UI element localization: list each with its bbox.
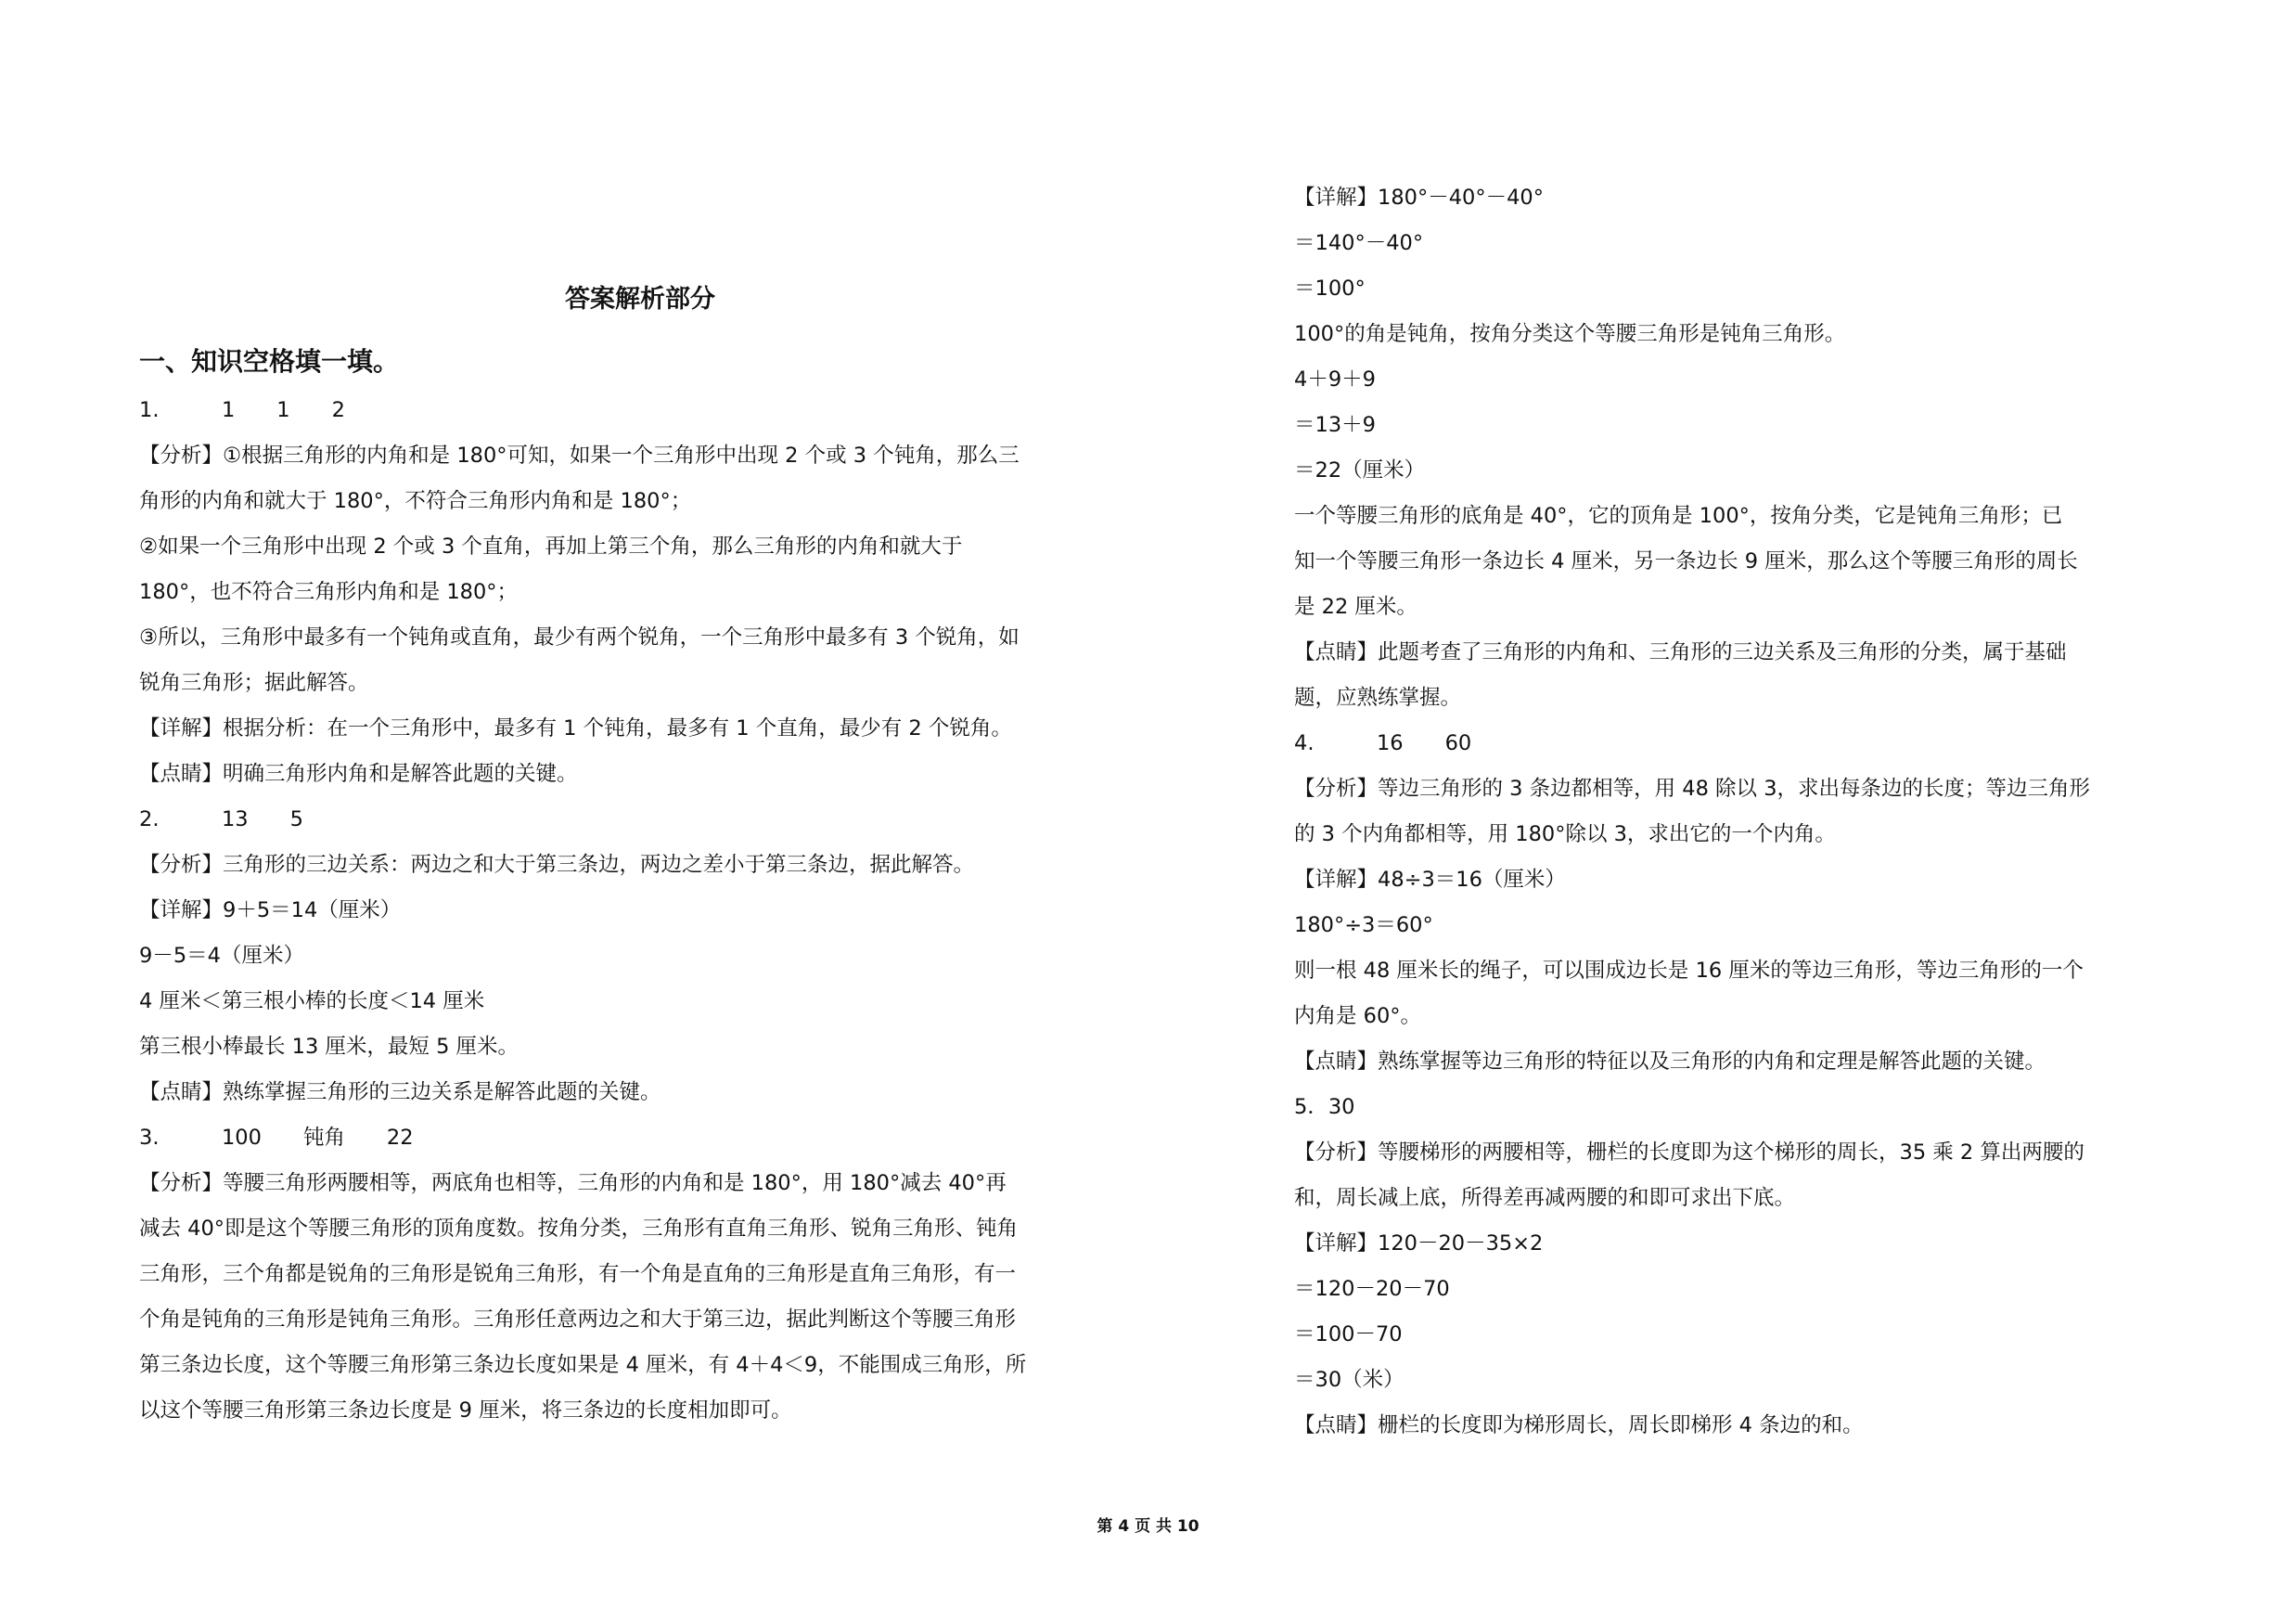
answer-line: 9－5＝4（厘米） <box>139 944 304 968</box>
answer-line: ＝120－20－70 <box>1294 1277 1450 1301</box>
answer-line: ＝22（厘米） <box>1294 458 1426 483</box>
answer-line: 减去 40°即是这个等腰三角形的顶角度数。按角分类，三角形有直角三角形、锐角三角形、钝角 <box>139 1217 1019 1241</box>
answer-line: 第三根小棒最长 13 厘米，最短 5 厘米。 <box>139 1035 519 1059</box>
answer-line: 个角是钝角的三角形是钝角三角形。三角形任意两边之和大于第三边，据此判断这个等腰三角形 <box>139 1307 1017 1332</box>
answer-line: ②如果一个三角形中出现 2 个或 3 个直角，再加上第三个角，那么三角形的内角和就大于 <box>139 535 963 559</box>
answer-line: 和，周长减上底，所得差再减两腰的和即可求出下底。 <box>1294 1186 1796 1210</box>
page-title: 答案解析部分 <box>565 285 715 314</box>
answer-line: 180°，也不符合三角形内角和是 180°； <box>139 580 519 604</box>
answer-line: 是 22 厘米。 <box>1294 595 1417 619</box>
answer-line: 3. 100 钝角 22 <box>139 1126 414 1150</box>
answer-line: 【点睛】明确三角形内角和是解答此题的关键。 <box>139 762 578 786</box>
answer-line: 1. 1 1 2 <box>139 398 345 422</box>
answer-line: 【点睛】此题考查了三角形的内角和、三角形的三边关系及三角形的分类，属于基础 <box>1294 640 2067 664</box>
section-heading: 一、知识空格填一填。 <box>139 346 400 377</box>
answer-line: 题，应熟练掌握。 <box>1294 686 1462 710</box>
answer-line: 一个等腰三角形的底角是 40°，它的顶角是 100°，按角分类，它是钝角三角形；已 <box>1294 504 2063 528</box>
answer-line: ＝100° <box>1294 277 1366 301</box>
answer-line: 100°的角是钝角，按角分类这个等腰三角形是钝角三角形。 <box>1294 322 1846 346</box>
answer-line: 【详解】根据分析：在一个三角形中，最多有 1 个钝角，最多有 1 个直角，最少有 2 个锐角。 <box>139 716 1012 741</box>
answer-line: 【详解】9＋5＝14（厘米） <box>139 898 402 922</box>
answer-line: ＝13＋9 <box>1294 413 1376 437</box>
page-number: 第 4 页 共 10 <box>1097 1517 1199 1536</box>
answer-line: 【详解】180°－40°－40° <box>1294 186 1544 210</box>
answer-line: 的 3 个内角都相等，用 180°除以 3，求出它的一个内角。 <box>1294 822 1836 846</box>
answer-line: 角形的内角和就大于 180°，不符合三角形内角和是 180°； <box>139 489 692 513</box>
answer-line: 5．30 <box>1294 1095 1355 1119</box>
answer-line: 三角形，三个角都是锐角的三角形是锐角三角形，有一个角是直角的三角形是直角三角形，有一 <box>139 1262 1017 1286</box>
answer-line: 【分析】等边三角形的 3 条边都相等，用 48 除以 3，求出每条边的长度；等边三角形 <box>1294 777 2091 801</box>
answer-line: 知一个等腰三角形一条边长 4 厘米，另一条边长 9 厘米，那么这个等腰三角形的周长 <box>1294 549 2078 573</box>
answer-line: 【分析】等腰三角形两腰相等，两底角也相等，三角形的内角和是 180°，用 180°减去 40°再 <box>139 1171 1007 1195</box>
answer-line: 以这个等腰三角形第三条边长度是 9 厘米，将三条边的长度相加即可。 <box>139 1398 792 1423</box>
answer-line: 4＋9＋9 <box>1294 367 1376 392</box>
answer-line: 4. 16 60 <box>1294 731 1472 755</box>
answer-line: 【点睛】栅栏的长度即为梯形周长，周长即梯形 4 条边的和。 <box>1294 1413 1864 1437</box>
answer-line: 第三条边长度，这个等腰三角形第三条边长度如果是 4 厘米，有 4＋4＜9，不能围成三角形，所 <box>139 1353 1027 1377</box>
answer-line: 【分析】等腰梯形的两腰相等，栅栏的长度即为这个梯形的周长，35 乘 2 算出两腰的 <box>1294 1140 2084 1165</box>
answer-line: 【详解】48÷3＝16（厘米） <box>1294 868 1566 892</box>
answer-line: ＝30（米） <box>1294 1368 1405 1392</box>
answer-line: ③所以，三角形中最多有一个钝角或直角，最少有两个锐角，一个三角形中最多有 3 个锐角，如 <box>139 625 1020 650</box>
answer-line: 2. 13 5 <box>139 807 303 831</box>
answer-line: ＝140°－40° <box>1294 231 1424 255</box>
answer-line: 【点睛】熟练掌握三角形的三边关系是解答此题的关键。 <box>139 1080 661 1104</box>
answer-line: 【分析】三角形的三边关系：两边之和大于第三条边，两边之差小于第三条边，据此解答。 <box>139 853 975 877</box>
answer-line: 【点睛】熟练掌握等边三角形的特征以及三角形的内角和定理是解答此题的关键。 <box>1294 1050 2046 1074</box>
answer-line: 锐角三角形；据此解答。 <box>139 671 369 695</box>
answer-line: 【分析】①根据三角形的内角和是 180°可知，如果一个三角形中出现 2 个或 3 个钝角，那么三 <box>139 444 1020 468</box>
answer-line: 内角是 60°。 <box>1294 1004 1422 1028</box>
answer-line: 4 厘米＜第三根小棒的长度＜14 厘米 <box>139 989 485 1013</box>
answer-line: 【详解】120－20－35×2 <box>1294 1231 1544 1256</box>
answer-line: 180°÷3＝60° <box>1294 913 1433 937</box>
answer-line: ＝100－70 <box>1294 1322 1403 1346</box>
answer-line: 则一根 48 厘米长的绳子，可以围成边长是 16 厘米的等边三角形，等边三角形的一个 <box>1294 959 2084 983</box>
